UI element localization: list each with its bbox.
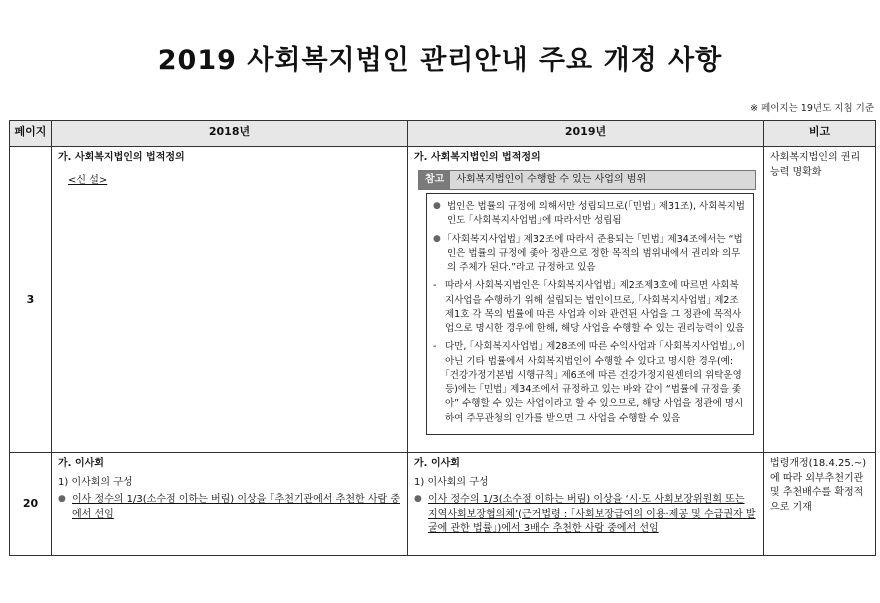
reference-box: [426, 193, 754, 435]
reference-tag: 참고: [419, 171, 450, 190]
section-heading: 가. 사회복지법인의 법적정의: [414, 152, 541, 163]
cell-2018: [52, 147, 408, 453]
bullet-icon: ●: [433, 201, 441, 211]
page-number: 20: [10, 453, 52, 556]
new-label: <신 설>: [68, 174, 108, 186]
page-note: ※ 페이지는 19년도 지침 기준: [750, 103, 874, 114]
list-item: ● 법인은 법률의 규정에 의해서만 성립되므로(｢민법｣ 제31조), 사회복지법인도 ｢사회복지사업법｣에 따라서만 성립됨: [433, 201, 745, 227]
cell-2019: [408, 147, 764, 453]
cell-2019: [408, 453, 764, 556]
header-remark: 비고: [764, 121, 876, 147]
comparison-table: [9, 120, 876, 556]
list-item: ● 이사 정수의 1/3(소수점 이하는 버림) 이상을 ｢추천기관에서 추천한 사람 중에서 선임: [58, 494, 400, 520]
section-heading: 가. 이사회: [58, 458, 104, 469]
dash-icon: -: [433, 280, 437, 292]
list-item: - 따라서 사회복지법인은 ｢사회복지사업법｣ 제2조제3호에 따르면 사회복지사업을 수행하기 위해 설립되는 법인이므로, ｢사회복지사업법｣ 제2조제1호 각 목의 법률에 따른 사업과 이와 관련된 사업을 그 정관에 목적사업으로 명시한 경우에 한해, 해당 사업을 수행할 수 있는 권리능력이 있음: [433, 280, 745, 334]
sub-heading: 1) 이사회의 구성: [414, 476, 489, 488]
section-heading: 가. 사회복지법인의 법적정의: [58, 152, 185, 163]
list-item: ● ｢사회복지사업법｣ 제32조에 따라서 준용되는 ｢민법｣ 제34조에서는 “법인은 법률의 규정에 좇아 정관으로 정한 목적의 범위내에서 권리와 의무의 주체가 된다.”라고 규정하고 있음: [433, 233, 743, 273]
header-2019: 2019년: [408, 121, 764, 147]
list-item: - 다만, ｢사회복지사업법｣ 제28조에 따른 수익사업과 ｢사회복지사업법｣,이 아닌 기타 법률에서 사회복지법인이 수행할 수 있다고 명시한 경우(예: ｢건강가정기본법 시행규칙｣ 제6조에 따른 건강가정지원센터의 위탁운영 등)에는 ｢민법｣ 제34조에서 규정하고 있는 바와 같이 “법률에 규정을 좇아” 수행할 수 있는 사업이라고 할 수 있으므로, 해당 사업을 정관에 명시하여 주무관청의 인가를 받으면 그 사업을 수행할 수 있음: [433, 341, 746, 424]
dash-icon: -: [433, 341, 437, 353]
sub-heading: 1) 이사회의 구성: [58, 476, 133, 488]
page-number: 3: [10, 147, 52, 453]
header-2018: 2018년: [52, 121, 408, 147]
header-page: 페이지: [10, 121, 52, 147]
reference-title: 사회복지법인이 수행할 수 있는 사업의 범위: [450, 171, 755, 190]
header-row: [10, 121, 876, 147]
table-row: [10, 147, 876, 453]
cell-remark: 법령개정(18.4.25.~)에 따라 외부추천기관 및 추천배수를 확정적으로 기재: [764, 453, 876, 556]
cell-remark: 사회복지법인의 권리능력 명확화: [764, 147, 876, 453]
cell-2018: [52, 453, 408, 556]
bullet-icon: ●: [414, 494, 422, 504]
bullet-icon: ●: [58, 494, 66, 504]
bullet-icon: ●: [433, 233, 441, 244]
table-row: [10, 453, 876, 556]
section-heading: 가. 이사회: [414, 458, 460, 469]
reference-header: [418, 170, 756, 191]
document-title: 2019 사회복지법인 관리안내 주요 개정 사항: [157, 45, 723, 76]
list-item: ● 이사 정수의 1/3(소수점 이하는 버림) 이상을 ‘시·도 사회보장위원회 또는 지역사회보장협의체’(근거법령 : ｢사회보장급여의 이용·제공 및 수급권자 발굴에 관한 법률｣)에서 3배수 추천한 사람 중에서 선임: [414, 494, 756, 534]
